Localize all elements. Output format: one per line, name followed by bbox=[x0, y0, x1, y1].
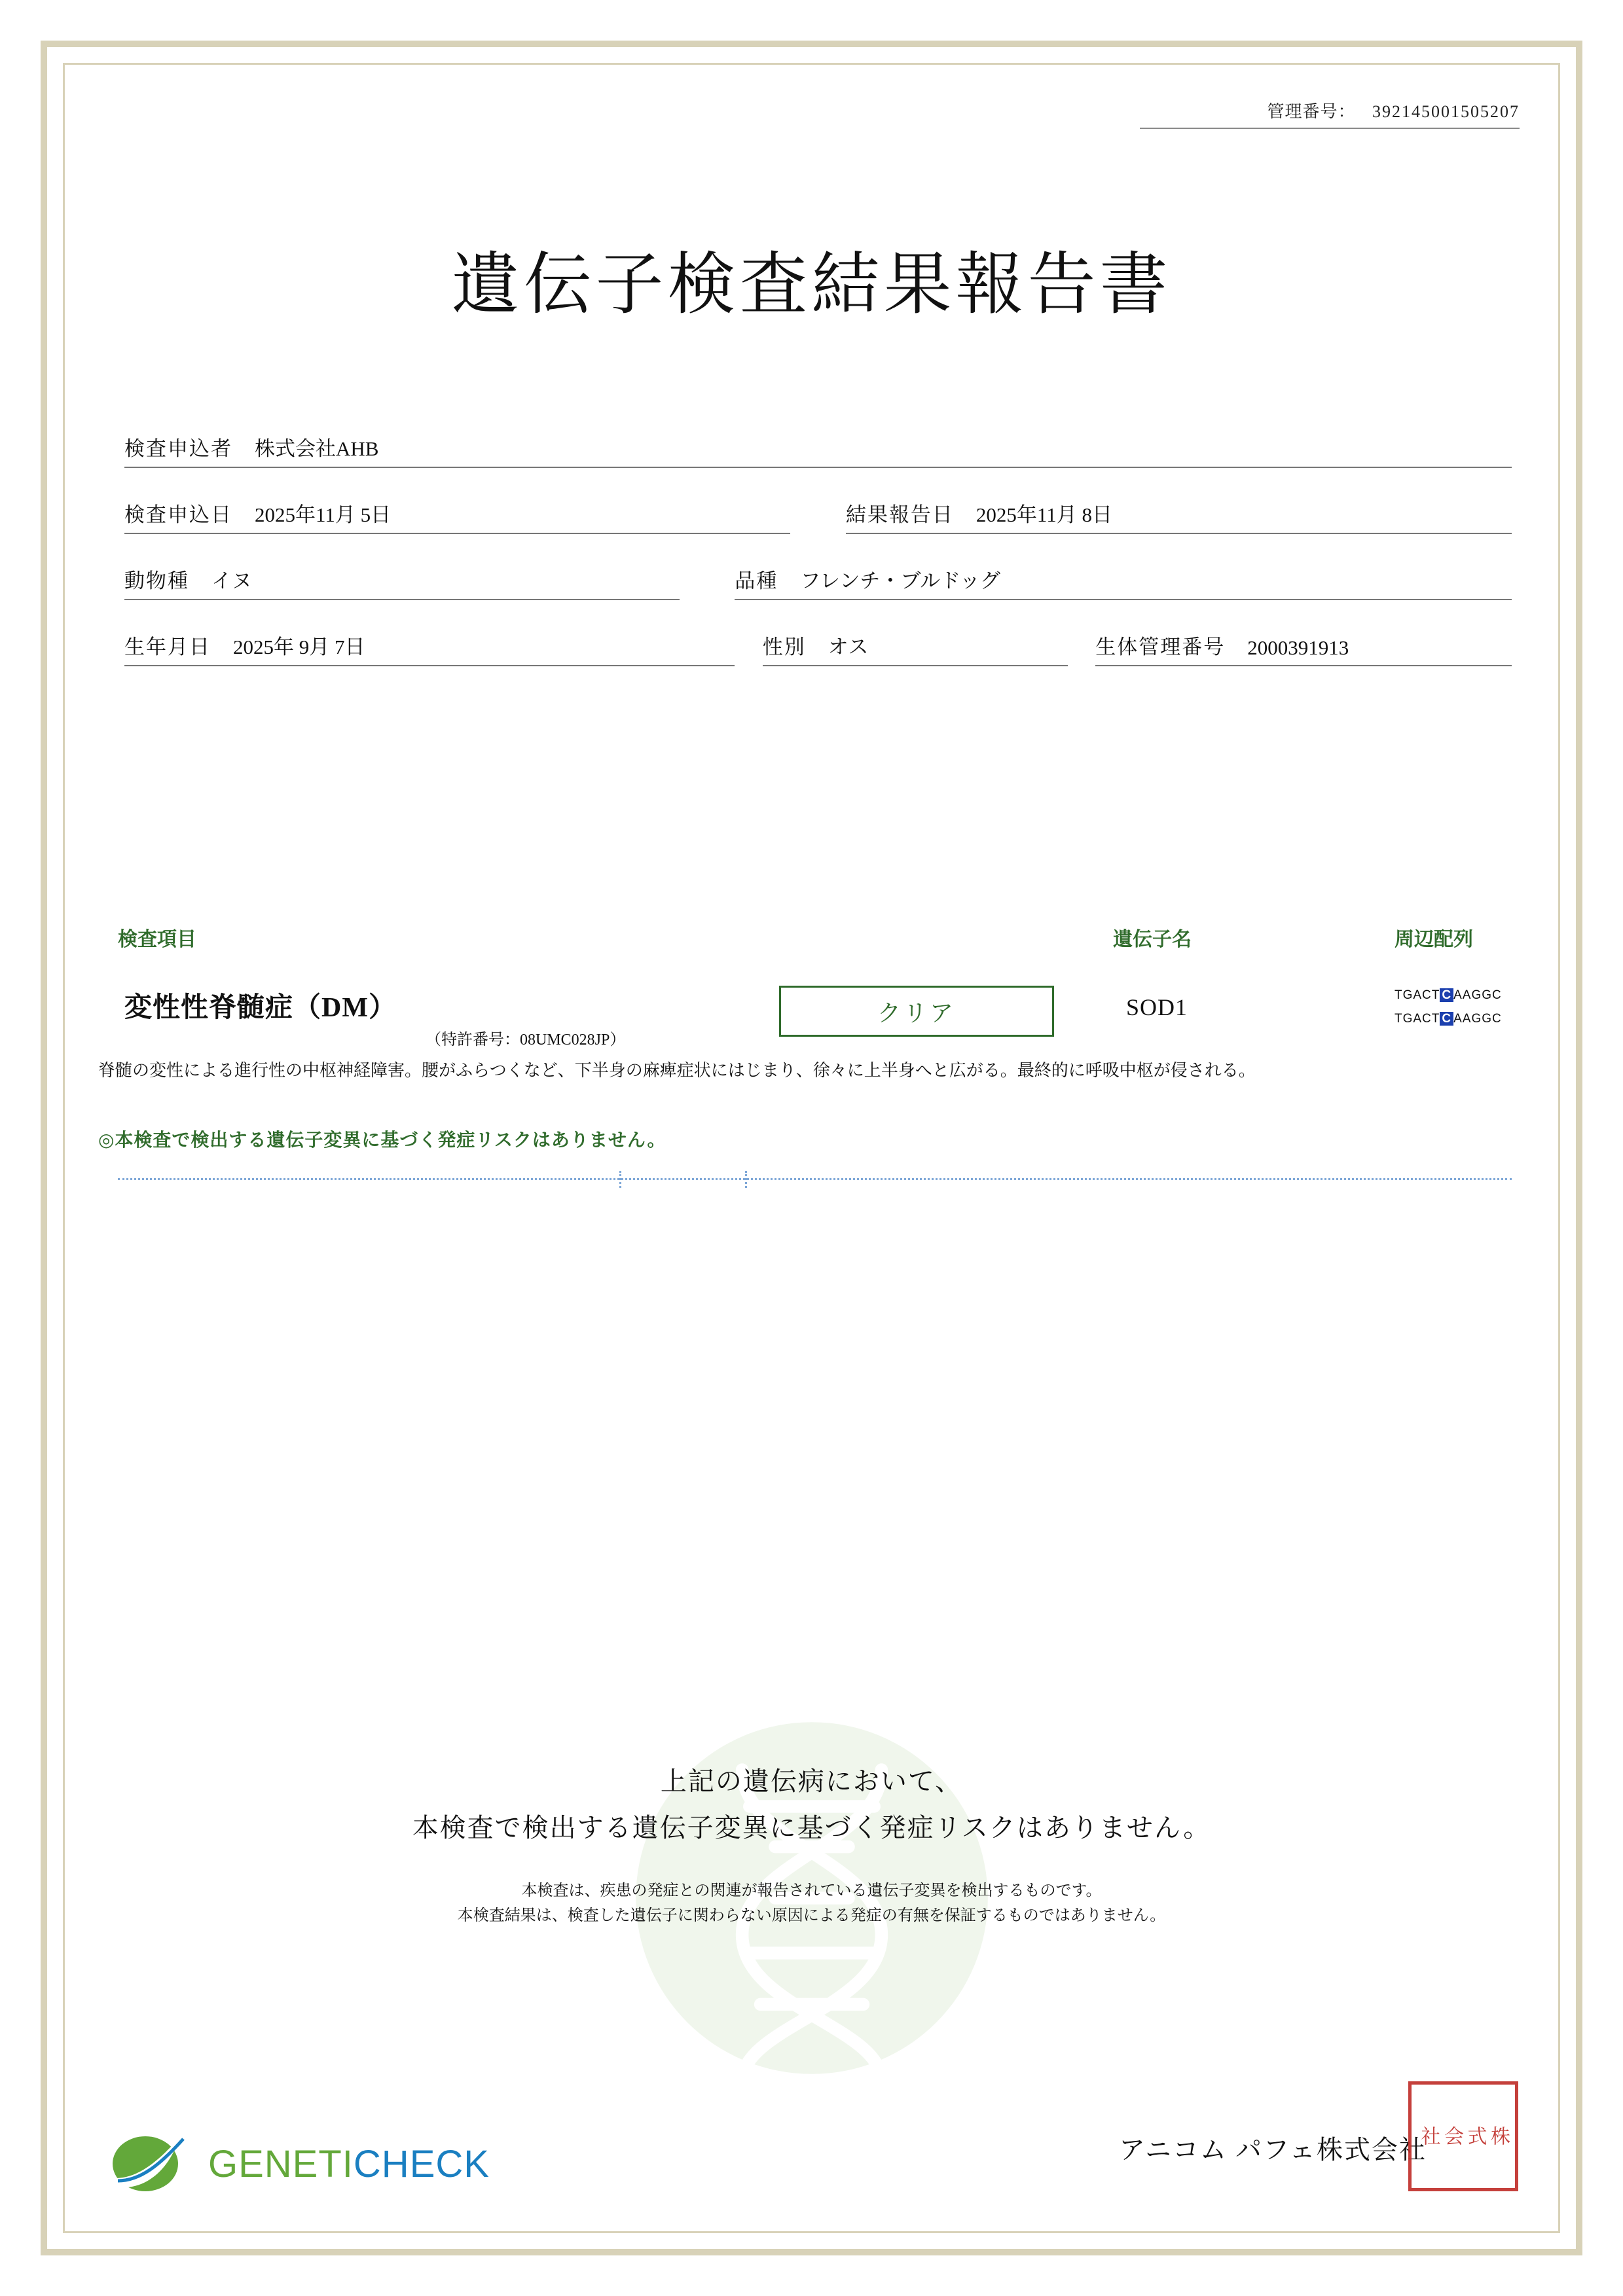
seq1-prefix: TGACT bbox=[1395, 988, 1440, 1002]
page-content bbox=[98, 79, 1525, 2217]
header-gene-name: 遺伝子名 bbox=[1113, 929, 1192, 950]
test-name: 変性性脊髄症（DM） bbox=[124, 993, 397, 1023]
species-label: 動物種 bbox=[124, 569, 189, 592]
info-row-birth bbox=[124, 630, 1512, 666]
summary-line-2: 本検査で検出する遺伝子変異に基づく発症リスクはありません。 bbox=[412, 1813, 1211, 1842]
birth-date-label: 生年月日 bbox=[124, 636, 211, 658]
summary-note bbox=[98, 1878, 1525, 1929]
applicant-label: 検査申込者 bbox=[124, 437, 232, 460]
summary-note-2: 本検査結果は、検査した遺伝子に関わらない原因による発症の有無を保証するものではありません。 bbox=[457, 1907, 1166, 1925]
sequence-line-2 bbox=[1395, 1012, 1502, 1026]
seq2-mutation: C bbox=[1440, 1012, 1453, 1026]
company-name: アニコム パフェ株式会社 bbox=[1119, 2135, 1427, 2164]
page-title: 遺伝子検査結果報告書 bbox=[451, 247, 1172, 323]
field-report-date bbox=[846, 498, 1512, 534]
field-breed bbox=[735, 564, 1512, 600]
section-divider bbox=[118, 1178, 1512, 1180]
management-number-value: 392145001505207 bbox=[1372, 102, 1520, 121]
field-apply-date bbox=[124, 498, 790, 534]
logo-text-geneti: GENETI bbox=[208, 2142, 354, 2185]
sex-label: 性別 bbox=[762, 636, 806, 658]
seq1-suffix: AAGGC bbox=[1453, 988, 1502, 1002]
seq2-prefix: TGACT bbox=[1395, 1012, 1440, 1026]
animal-id-value: 2000391913 bbox=[1247, 636, 1349, 659]
patent-number: （特許番号：08UMC028JP） bbox=[426, 1031, 626, 1049]
summary-block bbox=[98, 1761, 1525, 1929]
apply-date-value: 2025年11月 5日 bbox=[255, 503, 392, 526]
applicant-info-block bbox=[124, 432, 1512, 696]
seal-col-4: 社 bbox=[1417, 2126, 1440, 2147]
seq1-mutation: C bbox=[1440, 988, 1453, 1002]
apply-date-label: 検査申込日 bbox=[124, 503, 232, 526]
breed-label: 品種 bbox=[735, 569, 778, 592]
header-sequence: 周辺配列 bbox=[1395, 929, 1473, 950]
logo-wordmark bbox=[208, 2142, 490, 2186]
result-badge: クリア bbox=[779, 986, 1054, 1037]
sex-value: オス bbox=[828, 636, 869, 658]
seal-col-2: 式 bbox=[1464, 2126, 1486, 2147]
species-value: イヌ bbox=[211, 569, 252, 592]
header-test-item: 検査項目 bbox=[118, 929, 196, 950]
divider-tick-2 bbox=[745, 1171, 747, 1188]
field-species bbox=[124, 564, 680, 600]
seq2-suffix: AAGGC bbox=[1453, 1012, 1502, 1026]
field-animal-id bbox=[1095, 630, 1512, 666]
logo-text-check: CHECK bbox=[353, 2142, 490, 2185]
test-risk-note: ◎本検査で検出する遺伝子変異に基づく発症リスクはありません。 bbox=[98, 1130, 666, 1151]
test-description: 脊髄の変性による進行性の中枢神経障害。腰がふらつくなど、下半身の麻痺症状にはじまり、徐々に上半身へと広がる。最終的に呼吸中枢が侵される。 bbox=[98, 1061, 1256, 1080]
info-row-species bbox=[124, 564, 1512, 600]
summary-note-1: 本検査は、疾患の発症との関連が報告されている遺伝子変異を検出するものです。 bbox=[521, 1882, 1102, 1899]
field-birth-date bbox=[124, 630, 735, 666]
field-applicant bbox=[124, 432, 1512, 468]
field-sex bbox=[763, 630, 1068, 666]
summary-line-1: 上記の遺伝病において、 bbox=[660, 1767, 963, 1796]
info-row-dates bbox=[124, 498, 1512, 534]
birth-date-value: 2025年 9月 7日 bbox=[233, 636, 365, 658]
company-seal bbox=[1408, 2081, 1518, 2191]
report-date-value: 2025年11月 8日 bbox=[976, 503, 1112, 526]
management-number-label: 管理番号： bbox=[1267, 102, 1356, 121]
management-number bbox=[1140, 98, 1520, 129]
sequence-line-1 bbox=[1395, 988, 1502, 1003]
seal-col-1: 株 bbox=[1487, 2126, 1509, 2147]
animal-id-label: 生体管理番号 bbox=[1095, 636, 1226, 658]
gene-name: SOD1 bbox=[1126, 994, 1188, 1020]
geneticheck-logo bbox=[111, 2130, 490, 2198]
applicant-value: 株式会社AHB bbox=[255, 437, 379, 460]
divider-tick-1 bbox=[619, 1171, 621, 1188]
leaf-logo-icon bbox=[111, 2130, 195, 2198]
report-date-label: 結果報告日 bbox=[845, 503, 954, 526]
breed-value: フレンチ・ブルドッグ bbox=[800, 569, 1000, 592]
info-row-applicant bbox=[124, 432, 1512, 468]
sequence-block bbox=[1395, 988, 1502, 1035]
seal-col-3: 会 bbox=[1441, 2126, 1463, 2147]
